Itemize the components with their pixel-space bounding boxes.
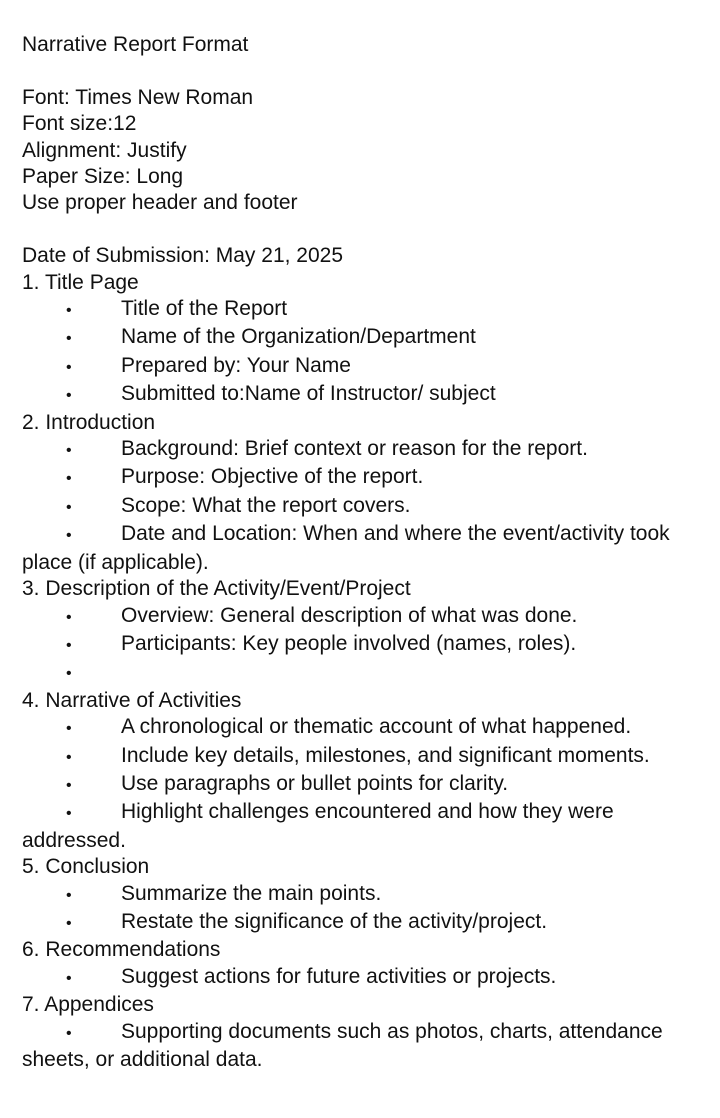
bullet-text: Include key details, milestones, and significant moments. [121, 743, 650, 767]
bullet-item: • Restate the significance of the activity/project. [66, 909, 548, 933]
bullet-text: Title of the Report [121, 297, 288, 321]
section [22, 688, 702, 854]
bullet-item: • Prepared by: Your Name [66, 353, 351, 377]
bullet-text: Summarize the main points. [121, 881, 382, 905]
section [22, 937, 702, 992]
document-body [22, 32, 702, 1073]
bullet-item: • Background: Brief context or reason for the report. [66, 437, 588, 461]
bullet-text: Name of the Organization/Department [121, 325, 476, 349]
bullet-item: • Highlight challenges encountered and how they were addressed. [22, 800, 614, 852]
bullet-item: • Supporting documents such as photos, charts, attendance sheets, or additional data. [22, 1019, 663, 1071]
bullet-text: Use paragraphs or bullet points for clarity. [121, 771, 509, 795]
bullet-text: A chronological or thematic account of what happened. [121, 715, 632, 739]
bullet-item: • Participants: Key people involved (names, roles). [66, 631, 577, 655]
section-list [22, 270, 702, 1074]
section-title: 4. Narrative of Activities [22, 688, 242, 712]
section [22, 992, 702, 1073]
bullet-text: Overview: General description of what was done. [121, 603, 578, 627]
section [22, 410, 702, 576]
bullet-item: • Title of the Report [66, 297, 288, 321]
format-spec-font-size: Font size:12 [22, 112, 137, 136]
bullet-item: • Suggest actions for future activities or projects. [66, 964, 557, 988]
bullet-item: • Summarize the main points. [66, 881, 382, 905]
section-title: 5. Conclusion [22, 855, 150, 879]
bullet-item: • Overview: General description of what was done. [66, 603, 578, 627]
section-title: 1. Title Page [22, 270, 139, 294]
bullet-item: • Date and Location: When and where the event/activity took place (if applicable). [22, 522, 670, 574]
bullet-item: • Scope: What the report covers. [66, 493, 411, 517]
format-spec-list [22, 85, 702, 217]
bullet-text: Suggest actions for future activities or projects. [121, 964, 557, 988]
bullet-item: • Include key details, milestones, and significant moments. [66, 743, 650, 767]
section-title: 2. Introduction [22, 410, 156, 434]
format-spec-paper-size: Paper Size: Long [22, 165, 184, 189]
bullet-text: Participants: Key people involved (names, roles). [121, 631, 577, 655]
bullet-text: Scope: What the report covers. [121, 493, 411, 517]
bullet-item: • Use paragraphs or bullet points for clarity. [66, 771, 509, 795]
bullet-item: • A chronological or thematic account of what happened. [66, 715, 632, 739]
bullet-item: • [66, 665, 72, 683]
bullet-text: Prepared by: Your Name [121, 353, 351, 377]
document-heading: Narrative Report Format [22, 33, 249, 56]
bullet-text: Background: Brief context or reason for the report. [121, 437, 588, 461]
format-spec-font: Font: Times New Roman [22, 85, 254, 109]
bullet-text: Supporting documents such as photos, charts, attendance sheets, or additional data. [22, 1019, 663, 1071]
bullet-item: • Purpose: Objective of the report. [66, 465, 424, 489]
section-title: 6. Recommendations [22, 938, 221, 962]
bullet-text: Highlight challenges encountered and how they were addressed. [22, 800, 614, 852]
section [22, 270, 702, 410]
submission-date: Date of Submission: May 21, 2025 [22, 244, 344, 268]
blank-line [22, 217, 702, 243]
bullet-item: • Submitted to:Name of Instructor/ subject [66, 382, 496, 406]
format-spec-header-footer: Use proper header and footer [22, 191, 298, 215]
section [22, 854, 702, 937]
bullet-text: Submitted to:Name of Instructor/ subject [121, 382, 496, 406]
bullet-text: Restate the significance of the activity/project. [121, 909, 548, 933]
section-title: 3. Description of the Activity/Event/Project [22, 577, 411, 601]
bullet-item: • Name of the Organization/Department [66, 325, 476, 349]
blank-line [22, 58, 702, 84]
section-title: 7. Appendices [22, 993, 154, 1017]
section [22, 576, 702, 688]
bullet-text: Purpose: Objective of the report. [121, 465, 424, 489]
bullet-text: Date and Location: When and where the event/activity took place (if applicable). [22, 522, 670, 574]
format-spec-alignment: Alignment: Justify [22, 138, 187, 162]
